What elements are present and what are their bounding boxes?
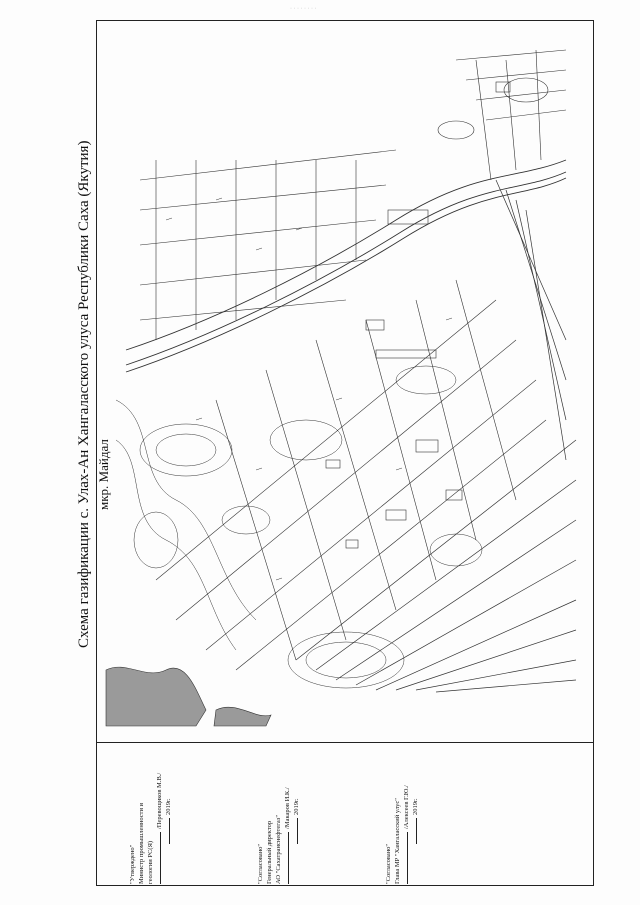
signature-line: [160, 832, 161, 884]
map-contours: [116, 366, 482, 688]
date-line: [416, 818, 417, 844]
approval-year: 2019г.: [412, 798, 419, 815]
approval-year: 2019г.: [165, 798, 172, 815]
map-lake: [106, 667, 271, 726]
signature-line: [288, 832, 289, 884]
stamp-divider: [96, 742, 594, 743]
map-lower-blocks: [156, 280, 546, 670]
approval-position: Генеральный директор: [266, 820, 273, 884]
approval-heading: "Утверждено": [129, 844, 136, 884]
map-top-corridor: [438, 50, 566, 180]
map-main-road: [126, 160, 566, 372]
map-upper-blocks: [140, 150, 428, 340]
approval-name: /Макаров И.К./: [284, 787, 291, 829]
map-radiating-lines: [296, 180, 576, 692]
approval-position: Министр промышленности и: [138, 802, 145, 884]
date-line: [169, 818, 170, 844]
approval-heading: "Согласовано": [257, 843, 264, 884]
date-line: [297, 818, 298, 844]
approval-year: 2019г.: [293, 798, 300, 815]
approval-block-director: [256, 787, 301, 884]
approval-position: геологии РС(Я): [147, 840, 154, 884]
document-title: Схема газификации с. Улах-Ан Хангаласского улуса Республики Саха (Якутия): [76, 140, 92, 648]
approval-block-minister: [128, 773, 173, 884]
approval-position: Глава МР "Хангаласский улус": [394, 798, 401, 884]
scan-artifact: · · · · · · · ·: [290, 6, 317, 12]
gasification-map: [96, 20, 594, 742]
approval-heading: "Согласовано": [385, 843, 392, 884]
signature-line: [407, 832, 408, 884]
approval-name: /Алексеев Г.Ю./: [403, 785, 410, 829]
approval-block-head: [384, 785, 420, 884]
map-marks: [166, 198, 452, 580]
approval-name: /Перевощиков М.В./: [156, 772, 163, 829]
document-subtitle: мкр. Майдал: [96, 439, 111, 510]
approval-position: АО "Сахатранснефтегаз": [275, 814, 282, 884]
